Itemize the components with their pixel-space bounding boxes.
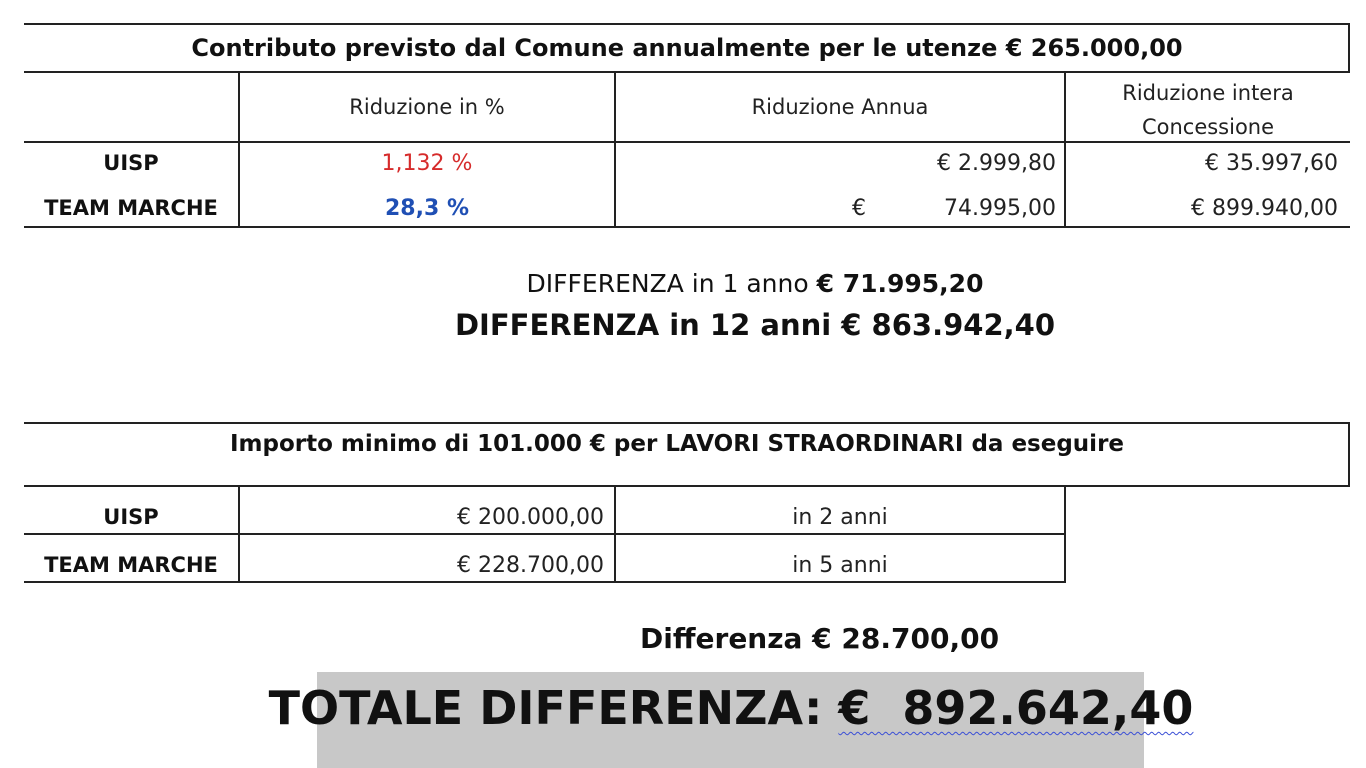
row-label-team-marche: TEAM MARCHE [44,196,218,220]
uisp-percent: 1,132 % [381,150,473,176]
difference-one-year [400,264,1110,302]
works-uisp-period: in 2 anni [792,504,888,530]
difference-one-year-label: DIFFERENZA in 1 anno [526,268,809,298]
table2-border-title-bottom [24,485,1350,487]
header-riduzione-annua: Riduzione Annua [751,95,929,119]
works-team-marche-amount: € 228.700,00 [457,552,604,578]
total-difference-label: TOTALE DIFFERENZA: [268,681,839,735]
header-riduzione-concessione-line2: Concessione [1141,115,1275,139]
header-riduzione-concessione-line1: Riduzione intera [1122,81,1294,105]
team-marche-annual-currency: € [852,195,866,221]
difference-one-year-value: € 71.995,20 [816,268,984,298]
difference-works: Differenza € 28.700,00 [640,621,1000,655]
works-row-label-team-marche: TEAM MARCHE [44,553,218,577]
row-label-uisp: UISP [103,151,159,175]
difference-twelve-years: DIFFERENZA in 12 anni € 863.942,40 [454,308,1056,342]
header-riduzione-percent: Riduzione in % [349,95,505,119]
uisp-concession-reduction: € 35.997,60 [1205,150,1338,176]
table1-title: Contributo previsto dal Comune annualmente per le utenze € 265.000,00 [191,34,1183,62]
uisp-annual-reduction: € 2.999,80 [937,150,1056,176]
table2-col-divider-3 [1064,485,1066,583]
total-difference [268,676,1194,740]
works-uisp-amount: € 200.000,00 [457,504,604,530]
total-difference-value: € 892.642,40 [838,681,1194,735]
team-marche-concession-reduction: € 899.940,00 [1191,195,1338,221]
team-marche-annual-reduction: 74.995,00 [944,195,1056,221]
table2-border-right [1348,422,1350,487]
team-marche-percent: 28,3 % [385,195,469,221]
table2-title: Importo minimo di 101.000 € per LAVORI STRAORDINARI da eseguire [229,431,1125,457]
header-riduzione-concessione [1066,76,1350,144]
works-team-marche-period: in 5 anni [792,552,888,578]
works-row-label-uisp: UISP [103,505,159,529]
